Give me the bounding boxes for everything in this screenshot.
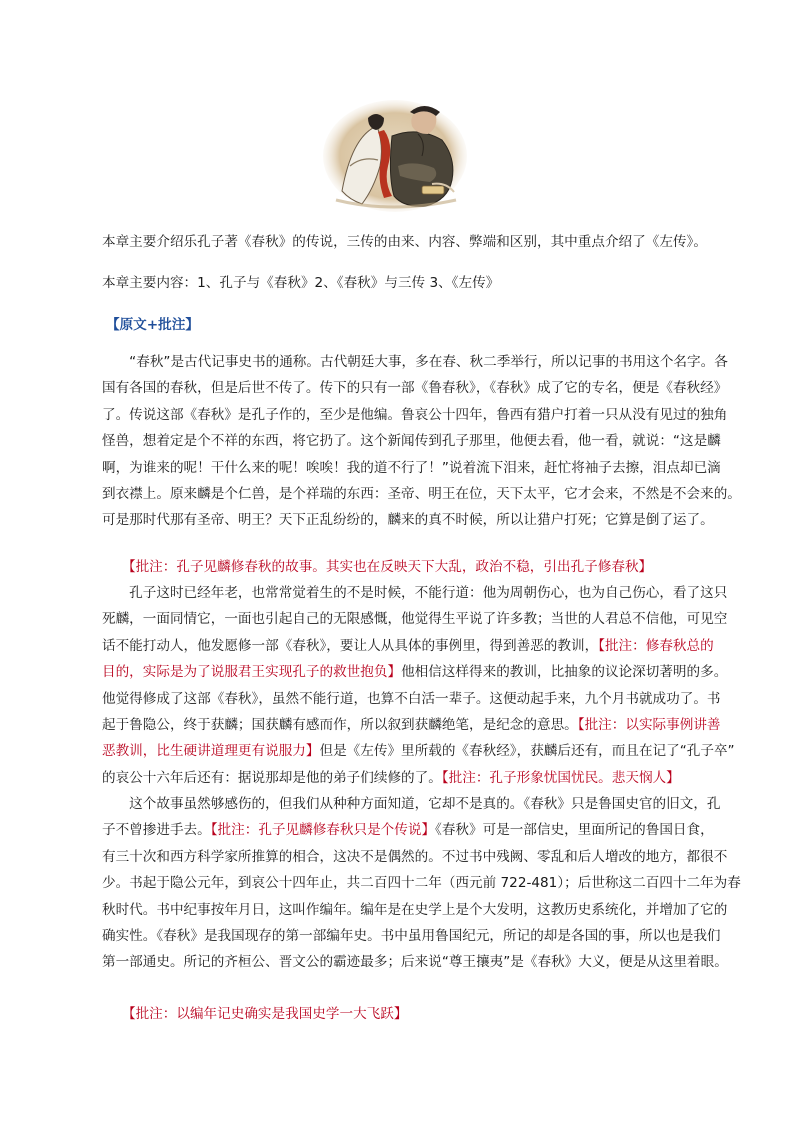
annotation-2: 【批注：以编年记史确实是我国史学一大飞跃】 [122,1006,408,1022]
chapter-contents: 本章主要内容：1、孔子与《春秋》2、《春秋》与三传 3、《左传》 [102,275,500,291]
text-segment: 但是《左传》里所载的《春秋经》，获麟后还有，而且在记了“孔子卒” [319,743,735,760]
text-segment: 他相信这样得来的教训，比抽象的议论深切著明的多。 [401,664,728,681]
text-segment: 子不曾掺进手去。 [102,822,211,839]
confucius-illustration [322,96,468,212]
chapter-summary: 本章主要介绍乐孔子著《春秋》的传说，三传的由来、内容、弊端和区别，其中重点介绍了《左传》。 [102,234,707,250]
text-line: 有三十次和西方科学家所推算的相合，这决不是偶然的。不过书中残阙、零乱和后人增改的地方，都很不 [102,848,728,865]
text-line: 孔子这时已经年老，也常常觉着生的不是时候，不能行道：他为周朝伤心，也为自己伤心，看了这只 [102,585,728,601]
text-line: 确实性。《春秋》是我国现存的第一部编年史。书中虽用鲁国纪元，所记的却是各国的事，所以也是我们 [102,927,721,944]
inline-annotation: 【批注：以实际事例讲善 [577,716,721,733]
text-line: 到衣襟上。原来麟是个仁兽，是个祥瑞的东西：圣帝、明王在位，天下太平，它才会来，不然是不会来的。 [102,485,741,502]
text-line: 可是那时代那有圣帝、明王？天下正乱纷纷的，麟来的真不时候，所以让猎户打死；它算是倒了运了。 [102,512,714,529]
inline-annotation: 目的，实际是为了说服君王实现孔子的救世抱负】 [102,664,402,681]
text-line: 死麟，一面同情它，一面也引起自己的无限感慨，他觉得生平说了许多教；当世的人君总不信他，可见空 [102,611,728,628]
text-line: 怪兽，想着定是个不祥的东西，将它扔了。这个新闻传到孔子那里，他便去看，他一看，就说：“这是麟 [102,433,721,450]
text-segment: 起于鲁隐公，终于获麟；国获麟有感而作，所以叙到获麟绝笔，是纪念的意思。 [102,716,578,733]
annotation-1: 【批注：孔子见麟修春秋的故事。其实也在反映天下大乱，政治不稳，引出孔子修春秋】 [122,559,653,575]
text-line: “春秋”是古代记事史书的通称。古代朝廷大事，多在春、秋二季举行，所以记事的书用这个名字。各 [102,354,728,370]
text-line [102,633,714,659]
text-line: 第一部通史。所记的齐桓公、晋文公的霸迹最多；后来说“尊王攘夷”是《春秋》大义，便是从这里着眼。 [102,954,728,971]
text-line: 啊，为谁来的呢！干什么来的呢！唉唉！我的道不行了！”说着流下泪来，赶忙将袖子去擦，泪点却已滴 [102,459,721,476]
text-line: 他觉得修成了这部《春秋》，虽然不能行道，也算不白活一辈子。这便动起手来，九个月书就成功了。书 [102,690,721,707]
text-segment: 的哀公十六年后还有：据说那却是他的弟子们续修的了。 [102,769,442,786]
inline-annotation: 【批注：修春秋总的 [598,637,714,654]
text-line: 少。书起于隐公元年，到哀公十四年止，共二百四十二年（西元前 722-481）；后世称这二百四十二年为春 [102,875,741,892]
text-line: 了。传说这部《春秋》是孔子作的，至少是他编。鲁哀公十四年，鲁西有猎户打着一只从没有见过的独角 [102,406,728,423]
text-line [102,712,721,738]
text-line: 这个故事虽然够感伤的，但我们从种种方面知道，它却不是真的。《春秋》只是鲁国史官的旧文，孔 [102,796,721,812]
inline-annotation: 恶教训，比生硬讲道理更有说服力】 [102,743,320,760]
paragraph-1 [102,349,741,534]
text-line: 国有各国的春秋，但是后世不传了。传下的只有一部《鲁春秋》，《春秋》成了它的专名，便是《春秋经》 [102,380,728,397]
text-segment: 《春秋》可是一部信史，里面所记的鲁国日食， [435,822,714,839]
text-line [102,738,735,764]
paragraph-3 [102,791,741,976]
text-line [102,817,714,843]
text-line [102,659,728,685]
section-heading: 【原文+批注】 [106,317,199,333]
text-segment: 话不能打动人，他发愿修一部《春秋》，要让人从具体的事例里，得到善恶的教训， [102,637,599,654]
text-line: 秋时代。书中纪事按年月日，这叫作编年。编年是在史学上是个大发明，这教历史系统化，并增加了它的 [102,901,728,918]
text-line [102,765,702,791]
paragraph-2 [102,580,735,791]
inline-annotation: 【批注：孔子见麟修春秋只是个传说】 [210,822,436,839]
inline-annotation: 【批注：孔子形象忧国忧民。悲天悯人】 [441,769,680,786]
